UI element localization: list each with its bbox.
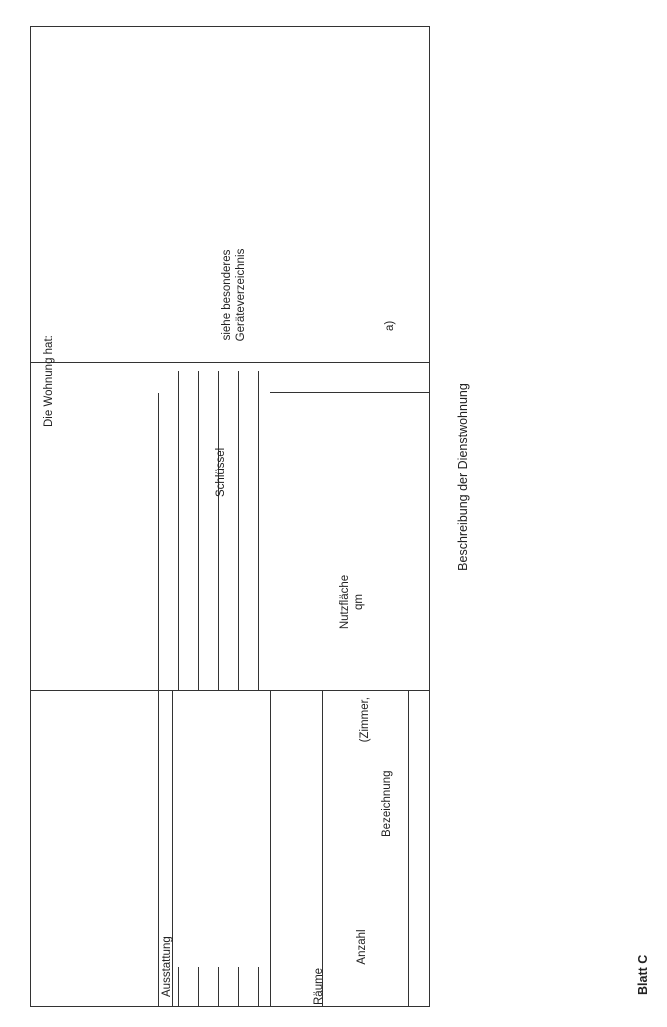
header-wohnung-hat: Die Wohnung hat: [43,335,55,427]
col-divider-rows [30,690,430,691]
nutzflaeche-bottom [270,691,271,1007]
raeume-bottom [322,691,323,1007]
geraete-note: siehe besonderes Geräteverzeichnis [221,248,247,342]
grid-line [238,371,239,691]
ausstattung-line [178,967,179,1007]
grid-line [218,371,219,691]
grid-line [258,371,259,691]
page-title: Beschreibung der Dienstwohnung [456,383,470,571]
col-divider-header [270,392,430,393]
ausstattung-extend [158,393,159,691]
header-nutzflaeche: Nutzfläche qm [339,574,365,630]
grid-line [198,371,199,691]
header-schluessel: Schlüssel [215,447,227,497]
header-ausstattung: Ausstattung [161,936,173,997]
ausstattung-line [218,967,219,1007]
form-table [30,26,430,1007]
sheet-label: Blatt C [636,954,650,995]
header-raeume: Räume [313,967,325,1005]
ausstattung-top [158,691,159,1007]
ausstattung-line [258,967,259,1007]
ausstattung-line [238,967,239,1007]
header-bezeichnung: Bezeichnung [381,770,393,837]
header-anzahl: Anzahl [356,929,368,965]
ausstattung-line [198,967,199,1007]
bezeichnung-note: (Zimmer, [359,697,371,743]
grid-line [178,371,179,691]
row-a-label: a) [384,320,396,331]
header-row-line [408,691,409,1007]
col-divider-right [30,362,430,363]
